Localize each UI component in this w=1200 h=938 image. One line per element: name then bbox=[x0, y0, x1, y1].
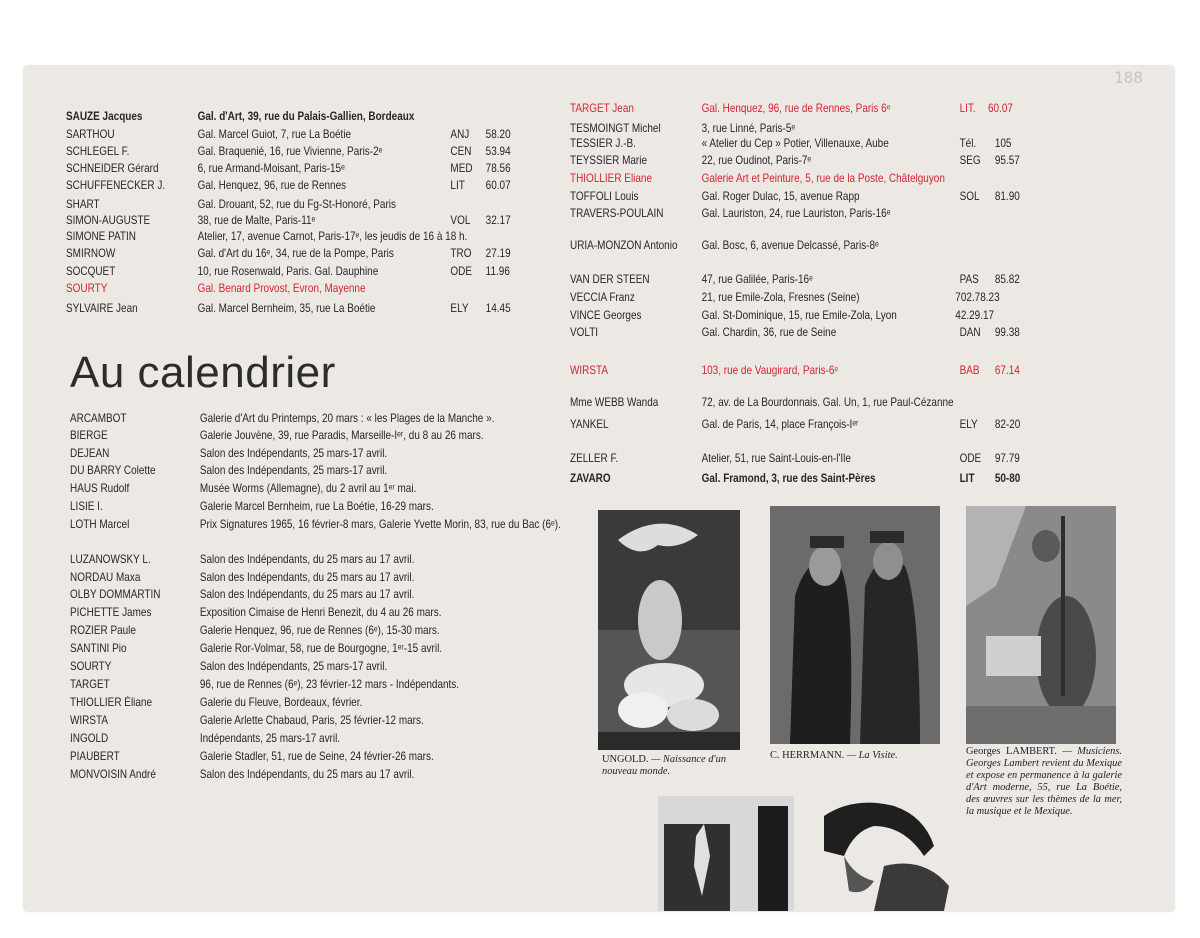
artist-name: SIMON-AUGUSTE bbox=[66, 214, 151, 227]
bottom-photo-left-illustration bbox=[658, 796, 794, 911]
ungold-caption-artist: UNGOLD. bbox=[602, 754, 649, 765]
artist-address: Gal. d'Art du 16ᵉ, 34, rue de la Pompe, Paris bbox=[197, 247, 394, 260]
ungold-painting-photo bbox=[598, 510, 740, 750]
artist-address: 47, rue Galilée, Paris-16ᵉ bbox=[701, 273, 813, 286]
calendar-event: Galerie d'Art du Printemps, 20 mars : « les Plages de la Manche ». bbox=[199, 412, 495, 425]
phone-exchange: ODE bbox=[450, 265, 473, 278]
calendar-event: Salon des Indépendants, du 25 mars au 17 avril. bbox=[199, 553, 415, 566]
calendar-event: Salon des Indépendants, du 25 mars au 17 avril. bbox=[199, 588, 415, 601]
phone-exchange: BAB bbox=[959, 364, 980, 377]
lambert-painting-illustration bbox=[966, 506, 1116, 744]
phone-number: 99.38 bbox=[994, 326, 1020, 339]
calendar-event: Salon des Indépendants, du 25 mars au 17 avril. bbox=[199, 571, 415, 584]
phone-exchange: LIT bbox=[959, 472, 975, 485]
phone-exchange: CEN bbox=[450, 145, 472, 158]
phone-number: 67.14 bbox=[994, 364, 1020, 377]
herrmann-caption-text: — La Visite. bbox=[846, 750, 898, 761]
calendar-artist: ARCAMBOT bbox=[70, 412, 127, 425]
artist-name: WIRSTA bbox=[570, 364, 609, 377]
phone-exchange: LIT bbox=[450, 179, 465, 192]
artist-address: Gal. Framond, 3, rue des Saint-Pères bbox=[701, 472, 876, 485]
artist-address: 103, rue de Vaugirard, Paris-6ᵉ bbox=[701, 364, 839, 377]
artist-address: Gal. Henquez, 96, rue de Rennes bbox=[197, 179, 347, 192]
calendar-event: Galerie Stadler, 51, rue de Seine, 24 février-26 mars. bbox=[199, 750, 434, 763]
calendar-event: Salon des Indépendants, 25 mars-17 avril. bbox=[199, 447, 388, 460]
calendar-event: 96, rue de Rennes (6ᵉ), 23 février-12 mars - Indépendants. bbox=[199, 678, 460, 691]
calendar-event: Galerie Ror-Volmar, 58, rue de Bourgogne, 1ᵉʳ-15 avril. bbox=[199, 642, 443, 655]
artist-address: 22, rue Oudinot, Paris-7ᵉ bbox=[701, 154, 812, 167]
herrmann-painting-illustration bbox=[770, 506, 940, 744]
artist-address: Gal. Benard Provost, Evron, Mayenne bbox=[197, 282, 366, 295]
calendar-artist: BIERGE bbox=[70, 429, 108, 442]
calendar-event: Salon des Indépendants, 25 mars-17 avril. bbox=[199, 464, 388, 477]
calendar-artist: ROZIER Paule bbox=[70, 624, 136, 637]
calendar-artist: PIAUBERT bbox=[70, 750, 120, 763]
phone-number: 81.90 bbox=[994, 190, 1020, 203]
artist-name: TESMOINGT Michel bbox=[570, 122, 661, 135]
ungold-caption bbox=[602, 754, 742, 778]
artist-address: « Atelier du Cep » Potier, Villenauxe, Aube bbox=[701, 137, 889, 150]
artist-address: Gal. Drouant, 52, rue du Fg-St-Honoré, Paris bbox=[197, 198, 396, 211]
calendar-event: Musée Worms (Allemagne), du 2 avril au 1ᵉʳ mai. bbox=[199, 482, 417, 495]
phone-number: 95.57 bbox=[994, 154, 1020, 167]
calendar-artist: MONVOISIN André bbox=[70, 768, 156, 781]
artist-name: ZELLER F. bbox=[570, 452, 619, 465]
phone-exchange: ELY bbox=[450, 302, 469, 315]
artist-name: URIA-MONZON Antonio bbox=[570, 239, 678, 252]
calendar-event: Indépendants, 25 mars-17 avril. bbox=[199, 732, 341, 745]
phone-number: 85.82 bbox=[994, 273, 1020, 286]
artist-address: Gal. Henquez, 96, rue de Rennes, Paris 6ᵉ bbox=[701, 102, 891, 115]
lambert-caption bbox=[966, 746, 1122, 818]
phone-exchange: SOL bbox=[959, 190, 980, 203]
calendar-artist: SOURTY bbox=[70, 660, 112, 673]
calendar-artist: WIRSTA bbox=[70, 714, 109, 727]
artist-address: Gal. d'Art, 39, rue du Palais-Gallien, Bordeaux bbox=[197, 110, 415, 123]
artist-address: Gal. Bosc, 6, avenue Delcassé, Paris-8ᵉ bbox=[701, 239, 879, 252]
artist-name: SCHNEIDER Gérard bbox=[66, 162, 159, 175]
phone-number: 53.94 bbox=[485, 145, 511, 158]
artist-address: Gal. de Paris, 14, place François-Iᵉʳ bbox=[701, 418, 859, 431]
calendar-artist: OLBY DOMMARTIN bbox=[70, 588, 161, 601]
artist-name: TESSIER J.-B. bbox=[570, 137, 636, 150]
phone-exchange: Tél. bbox=[959, 137, 977, 150]
artist-name: SYLVAIRE Jean bbox=[66, 302, 138, 315]
herrmann-painting-photo bbox=[770, 506, 940, 744]
bottom-photo-right-illustration bbox=[814, 796, 962, 911]
artist-name: SMIRNOW bbox=[66, 247, 116, 260]
phone-number: 27.19 bbox=[485, 247, 511, 260]
phone-exchange: VOL bbox=[450, 214, 471, 227]
phone-number: 60.07 bbox=[987, 102, 1013, 115]
artist-name: Mme WEBB Wanda bbox=[570, 396, 659, 409]
artist-address: Gal. Marcel Bernheim, 35, rue La Boétie bbox=[197, 302, 376, 315]
artist-name: TARGET Jean bbox=[570, 102, 634, 115]
phone-exchange: MED bbox=[450, 162, 473, 175]
calendar-artist: LUZANOWSKY L. bbox=[70, 553, 151, 566]
phone-exchange: LIT. bbox=[959, 102, 976, 115]
calendar-event: Exposition Cimaise de Henri Benezit, du 4 au 26 mars. bbox=[199, 606, 442, 619]
artist-address: Gal. Braquenié, 16, rue Vivienne, Paris-2ᵉ bbox=[197, 145, 383, 158]
artist-name: SOURTY bbox=[66, 282, 108, 295]
calendar-artist: HAUS Rudolf bbox=[70, 482, 130, 495]
phone-number: 702.78.23 bbox=[955, 291, 1000, 304]
lambert-caption-artist: Georges LAMBERT. bbox=[966, 746, 1057, 757]
calendar-artist: SANTINI Pio bbox=[70, 642, 127, 655]
bottom-photo-left bbox=[658, 796, 794, 911]
artist-address: Gal. Marcel Guiot, 7, rue La Boétie bbox=[197, 128, 352, 141]
artist-name: YANKEL bbox=[570, 418, 609, 431]
phone-exchange: SEG bbox=[959, 154, 981, 167]
phone-exchange: DAN bbox=[959, 326, 981, 339]
lambert-painting-photo bbox=[966, 506, 1116, 744]
artist-name: VAN DER STEEN bbox=[570, 273, 650, 286]
artist-address: Atelier, 51, rue Saint-Louis-en-l'Ile bbox=[701, 452, 851, 465]
phone-number: 105 bbox=[994, 137, 1012, 150]
artist-address: Gal. Lauriston, 24, rue Lauriston, Paris-16ᵉ bbox=[701, 207, 891, 220]
phone-exchange: TRO bbox=[450, 247, 472, 260]
calendar-artist: PICHETTE James bbox=[70, 606, 152, 619]
ungold-painting-illustration bbox=[598, 510, 740, 750]
artist-address: Gal. Roger Dulac, 15, avenue Rapp bbox=[701, 190, 860, 203]
calendar-event: Galerie Arlette Chabaud, Paris, 25 février-12 mars. bbox=[199, 714, 424, 727]
artist-address: 38, rue de Malte, Paris-11ᵉ bbox=[197, 214, 316, 227]
artist-name: SIMONE PATIN bbox=[66, 230, 136, 243]
calendar-artist: NORDAU Maxa bbox=[70, 571, 141, 584]
page-number: 188 bbox=[1114, 68, 1143, 87]
artist-address: 72, av. de La Bourdonnais. Gal. Un, 1, rue Paul-Cézanne bbox=[701, 396, 954, 409]
artist-name: SOCQUET bbox=[66, 265, 116, 278]
calendar-artist: DEJEAN bbox=[70, 447, 110, 460]
artist-address: Gal. Chardin, 36, rue de Seine bbox=[701, 326, 837, 339]
artist-address: Gal. St-Dominique, 15, rue Emile-Zola, Lyon bbox=[701, 309, 897, 322]
calendar-artist: INGOLD bbox=[70, 732, 109, 745]
artist-name: VECCIA Franz bbox=[570, 291, 635, 304]
phone-exchange: PAS bbox=[959, 273, 979, 286]
phone-number: 60.07 bbox=[485, 179, 511, 192]
section-title: Au calendrier bbox=[70, 348, 336, 397]
phone-exchange: ANJ bbox=[450, 128, 470, 141]
calendar-artist: LOTH Marcel bbox=[70, 518, 130, 531]
artist-name: TOFFOLI Louis bbox=[570, 190, 639, 203]
phone-number: 42.29.17 bbox=[955, 309, 995, 322]
artist-address: 3, rue Linné, Paris-5ᵉ bbox=[701, 122, 796, 135]
calendar-artist: THIOLLIER Éliane bbox=[70, 696, 153, 709]
calendar-artist: DU BARRY Colette bbox=[70, 464, 156, 477]
artist-name: TEYSSIER Marie bbox=[570, 154, 648, 167]
calendar-event: Galerie Jouvène, 39, rue Paradis, Marseille-Iᵉʳ, du 8 au 26 mars. bbox=[199, 429, 484, 442]
calendar-event: Prix Signatures 1965, 16 février-8 mars, Galerie Yvette Morin, 83, rue du Bac (6ᵉ). bbox=[199, 518, 561, 531]
phone-number: 58.20 bbox=[485, 128, 511, 141]
artist-name: VOLTI bbox=[570, 326, 599, 339]
artist-name: SHART bbox=[66, 198, 100, 211]
phone-number: 97.79 bbox=[994, 452, 1020, 465]
artist-address: Atelier, 17, avenue Carnot, Paris-17ᵉ, les jeudis de 16 à 18 h. bbox=[197, 230, 468, 243]
artist-address: 6, rue Armand-Moisant, Paris-15ᵉ bbox=[197, 162, 345, 175]
phone-exchange: ODE bbox=[959, 452, 982, 465]
magazine-page bbox=[24, 66, 1174, 911]
phone-number: 14.45 bbox=[485, 302, 511, 315]
ungold-caption-text: — Naissance d'un nouveau monde. bbox=[602, 754, 727, 777]
artist-name: SCHLEGEL F. bbox=[66, 145, 130, 158]
phone-number: 82-20 bbox=[994, 418, 1021, 431]
herrmann-caption bbox=[770, 750, 950, 762]
artist-address: 21, rue Emile-Zola, Fresnes (Seine) bbox=[701, 291, 860, 304]
phone-number: 50-80 bbox=[994, 472, 1021, 485]
calendar-artist: TARGET bbox=[70, 678, 110, 691]
artist-name: SAUZE Jacques bbox=[66, 110, 143, 123]
artist-name: SCHUFFENECKER J. bbox=[66, 179, 166, 192]
phone-number: 78.56 bbox=[485, 162, 511, 175]
calendar-event: Galerie Henquez, 96, rue de Rennes (6ᵉ), 15-30 mars. bbox=[199, 624, 440, 637]
calendar-event: Galerie Marcel Bernheim, rue La Boétie, 16-29 mars. bbox=[199, 500, 434, 513]
herrmann-caption-artist: C. HERRMANN. bbox=[770, 750, 845, 761]
artist-name: VINCE Georges bbox=[570, 309, 642, 322]
phone-number: 11.96 bbox=[485, 265, 510, 278]
artist-address: Galerie Art et Peinture, 5, rue de la Poste, Châtelguyon bbox=[701, 172, 945, 185]
calendar-event: Galerie du Fleuve, Bordeaux, février. bbox=[199, 696, 363, 709]
artist-name: ZAVARO bbox=[570, 472, 611, 485]
artist-address: 10, rue Rosenwald, Paris. Gal. Dauphine bbox=[197, 265, 379, 278]
calendar-artist: LISIE I. bbox=[70, 500, 103, 513]
phone-number: 32.17 bbox=[485, 214, 511, 227]
lambert-caption-text: — Musiciens. Georges Lambert revient du Mexique et expose en permanence à la galerie d'Art moderne, 55, rue La Boétie, des œuvres sur les thèmes de la mer, la musique et le Mexique. bbox=[966, 746, 1122, 817]
calendar-event: Salon des Indépendants, du 25 mars au 17 avril. bbox=[199, 768, 415, 781]
artist-name: TRAVERS-POULAIN bbox=[570, 207, 664, 220]
artist-name: SARTHOU bbox=[66, 128, 115, 141]
bottom-photo-right bbox=[814, 796, 962, 911]
phone-exchange: ELY bbox=[959, 418, 978, 431]
artist-name: THIOLLIER Eliane bbox=[570, 172, 653, 185]
calendar-event: Salon des Indépendants, 25 mars-17 avril. bbox=[199, 660, 388, 673]
